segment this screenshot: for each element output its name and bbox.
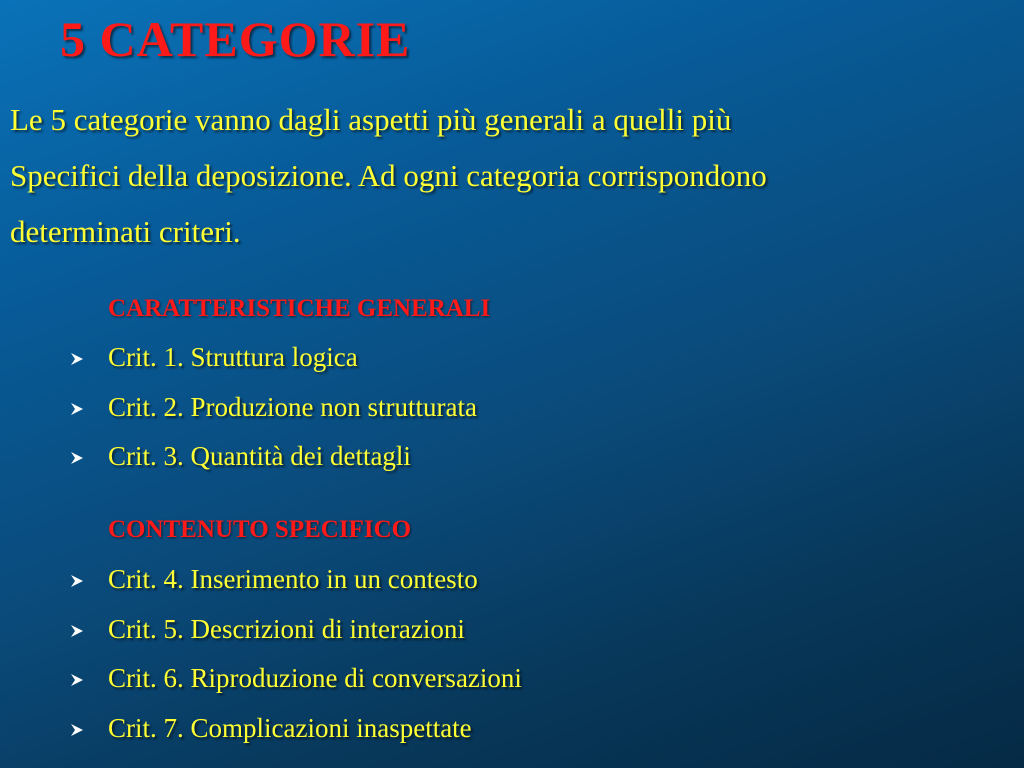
criterion-label: Crit. 1. Struttura logica	[108, 342, 358, 372]
criterion-label: Crit. 6. Riproduzione di conversazioni	[108, 663, 522, 693]
criterion-label: Crit. 4. Inserimento in un contesto	[108, 564, 478, 594]
intro-line: Specifici della deposizione. Ad ogni categoria corrispondono	[10, 158, 767, 193]
arrowhead-bullet-icon	[70, 451, 84, 465]
arrowhead-bullet-icon	[70, 673, 84, 687]
criterion-label: Crit. 5. Descrizioni di interazioni	[108, 613, 465, 644]
criterion-label: Crit. 2. Produzione non strutturata	[108, 391, 477, 422]
criterion-label: Crit. 7. Complicazioni inaspettate	[108, 712, 472, 743]
arrowhead-bullet-icon	[70, 624, 84, 638]
arrowhead-bullet-icon	[70, 723, 84, 737]
section-heading-contenuto-specifico: CONTENUTO SPECIFICO	[108, 516, 412, 543]
intro-line: determinati criteri.	[10, 214, 241, 249]
criterion-label: Crit. 3. Quantità dei dettagli	[108, 441, 411, 471]
arrowhead-bullet-icon	[70, 352, 84, 366]
intro-line: Le 5 categorie vanno dagli aspetti più generali a quelli più	[10, 102, 732, 137]
slide-title: 5 CATEGORIE	[60, 11, 411, 67]
intro-paragraph	[10, 92, 1010, 260]
arrowhead-bullet-icon	[70, 574, 84, 588]
section-heading-caratteristiche-generali: CARATTERISTICHE GENERALI	[108, 295, 491, 322]
arrowhead-bullet-icon	[70, 402, 84, 416]
